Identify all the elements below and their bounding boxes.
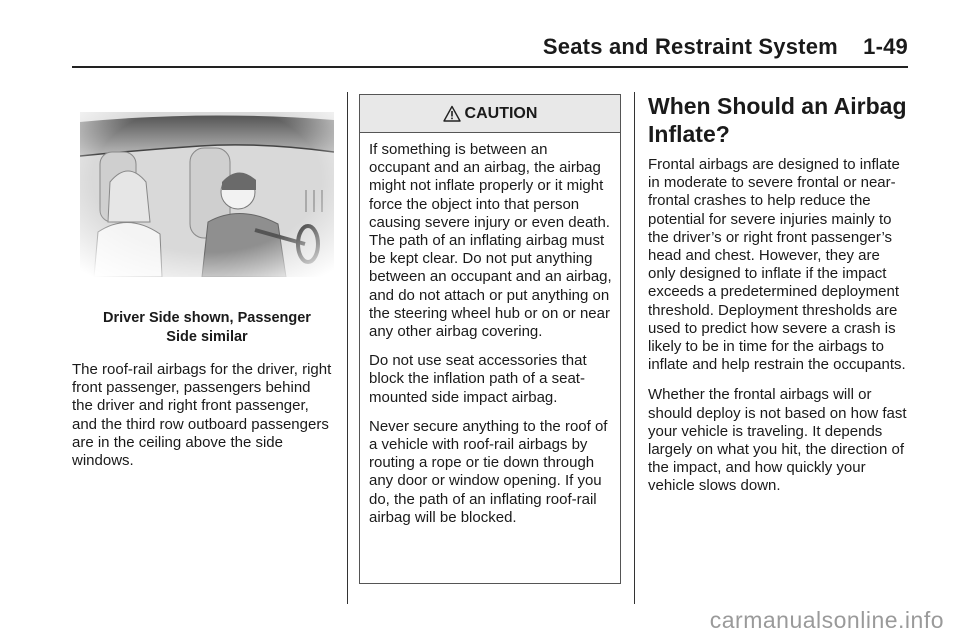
- caution-paragraph-1: If something is between an occupant and an airbag, the airbag might not inflate properly or it might force the object into that person causing severe injury or even death. The path of an inflating airbag must be kept clear. Do not put anything between an occupant and an airbag, and do not attach or put anything on the steering wheel hub or on or near any other airbag covering.: [369, 141, 612, 341]
- caution-paragraph-3: Never secure anything to the roof of a vehicle with roof-rail airbags by routing a rope or tie down through any door or window opening. If you do, the path of an inflating roof-rail airbag will be blocked.: [369, 417, 608, 526]
- airbag-illustration-drawing: [80, 112, 334, 277]
- caution-box: [359, 94, 621, 584]
- right-column: [648, 92, 910, 508]
- caution-body: [360, 133, 620, 527]
- section-title: When Should an Airbag Inflate?: [648, 93, 907, 147]
- left-column: [72, 112, 334, 482]
- page-header: [72, 30, 908, 68]
- section-paragraph-1: Frontal airbags are designed to inflate in moderate to severe frontal or near-frontal crashes to help reduce the potential for severe injuries mainly to the driver’s or right front passenger’s head and chest. However, they are only designed to inflate if the impact exceeds a predetermined deployment threshold. Deployment thresholds are used to predict how severe a crash is likely to be in time for the airbags to inflate and help restrain the occupants.: [648, 156, 906, 374]
- roof-rail-airbag-illustration: [80, 112, 334, 277]
- caution-paragraph-2: Do not use seat accessories that block the inflation path of a seat-mounted side impact airbag.: [369, 352, 587, 406]
- caution-header: [360, 95, 620, 133]
- section-paragraph-2: Whether the frontal airbags will or should deploy is not based on how fast your vehicle is traveling. It depends largely on what you hit, the direction of the impact, and how quickly your vehicle slows down.: [648, 386, 907, 495]
- page-header-title: Seats and Restraint System 1-49: [542, 34, 908, 59]
- footer-watermark: carmanualsonline.info: [709, 607, 944, 633]
- warning-triangle-icon: [443, 105, 461, 123]
- caution-label: CAUTION: [464, 104, 538, 122]
- column-divider-right: [634, 92, 635, 604]
- figure-caption-line2: Side similar: [166, 329, 248, 345]
- roof-rail-paragraph: The roof-rail airbags for the driver, right front passenger, passengers behind the driver and right front passenger, and the third row outboard passengers are in the ceiling above the side windows.: [72, 361, 332, 470]
- figure-caption: [72, 309, 334, 347]
- column-divider-left: [347, 92, 348, 604]
- figure-caption-line1: Driver Side shown, Passenger: [103, 310, 311, 326]
